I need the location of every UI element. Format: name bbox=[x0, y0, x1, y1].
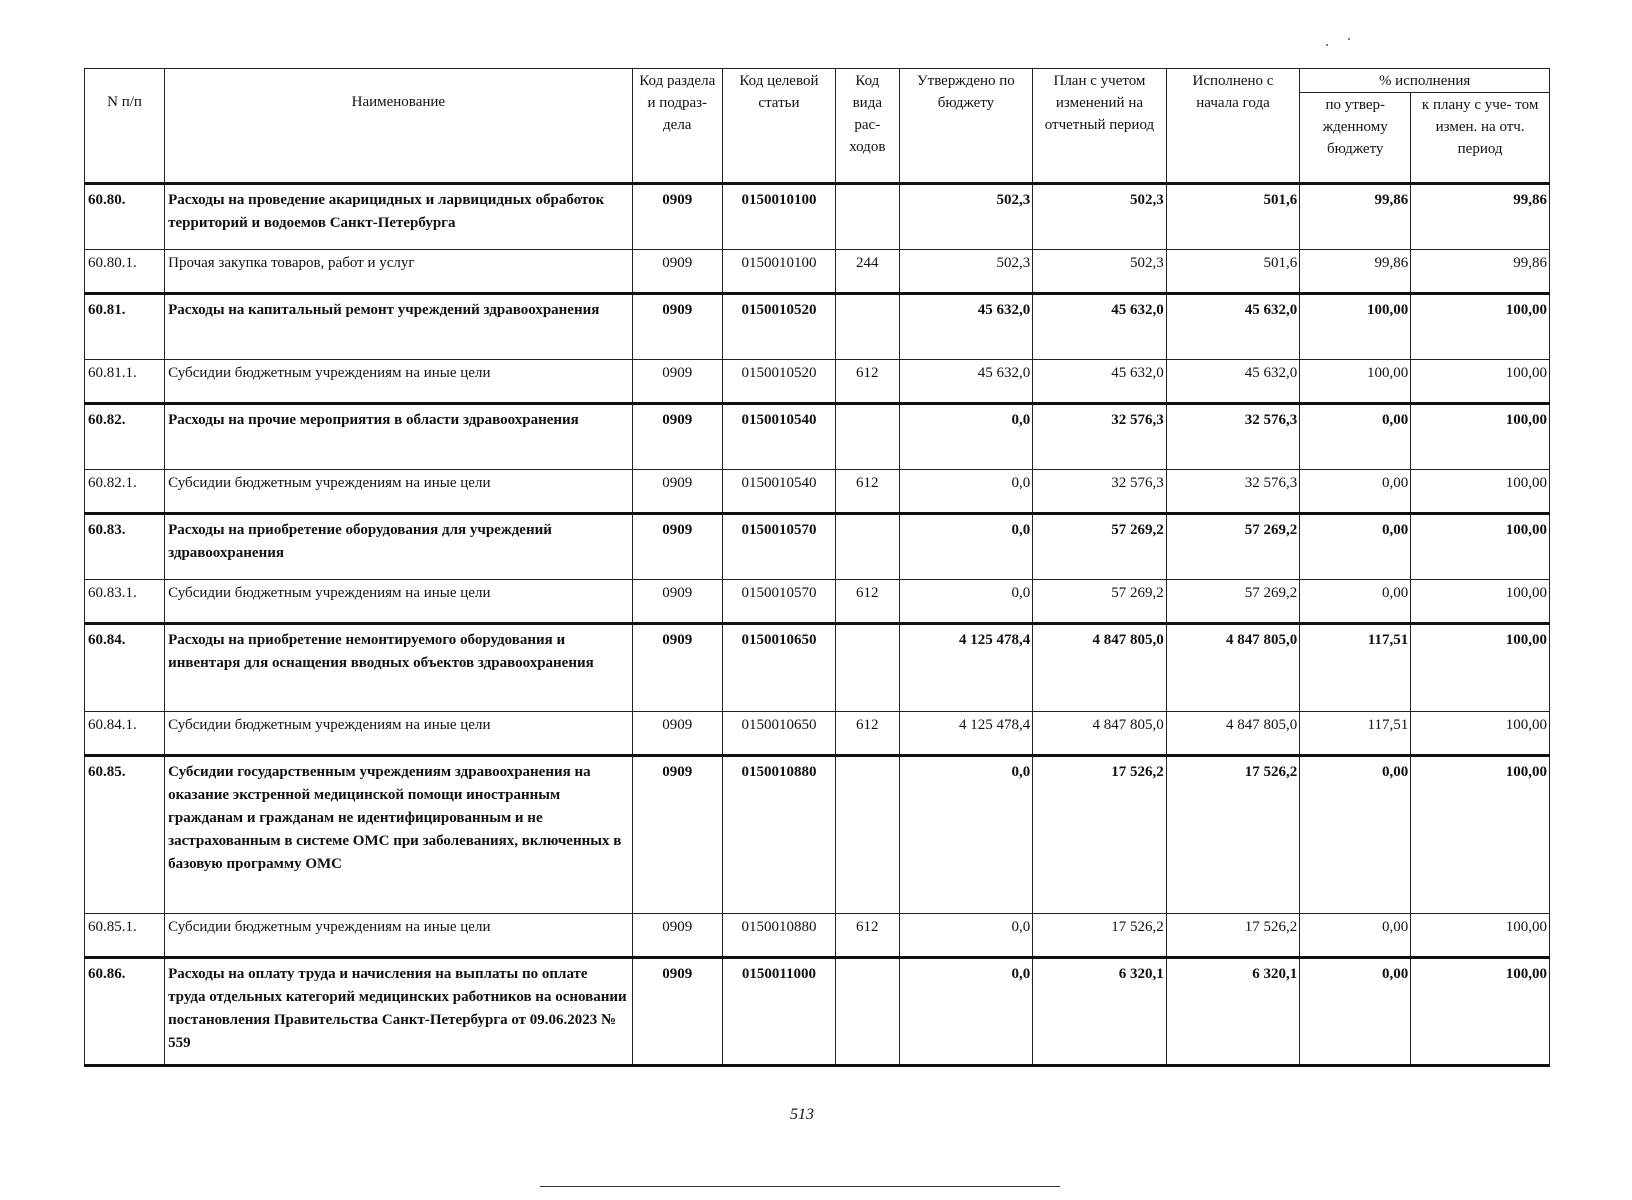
table-body bbox=[85, 184, 1550, 1066]
row-pct-plan: 100,00 bbox=[1411, 514, 1550, 580]
row-plan: 32 576,3 bbox=[1033, 404, 1167, 470]
row-name: Субсидии бюджетным учреждениям на иные цели bbox=[165, 360, 632, 404]
row-executed: 32 576,3 bbox=[1166, 470, 1300, 514]
row-expense-type bbox=[835, 294, 899, 360]
row-pct-plan: 100,00 bbox=[1411, 470, 1550, 514]
header-approved: Утверждено по бюджету bbox=[899, 69, 1033, 184]
row-expense-type: 612 bbox=[835, 712, 899, 756]
row-pct-plan: 100,00 bbox=[1411, 914, 1550, 958]
row-approved: 0,0 bbox=[899, 958, 1033, 1066]
row-number: 60.80.1. bbox=[85, 250, 165, 294]
row-pct-plan: 100,00 bbox=[1411, 404, 1550, 470]
row-plan: 4 847 805,0 bbox=[1033, 712, 1167, 756]
row-expense-type bbox=[835, 958, 899, 1066]
table-row bbox=[85, 580, 1550, 624]
table-row bbox=[85, 958, 1550, 1066]
row-number: 60.81. bbox=[85, 294, 165, 360]
table-row bbox=[85, 624, 1550, 712]
row-name: Расходы на приобретение немонтируемого оборудования и инвентаря для оснащения вводных объектов здравоохранения bbox=[165, 624, 632, 712]
row-name: Прочая закупка товаров, работ и услуг bbox=[165, 250, 632, 294]
row-pct-approved: 0,00 bbox=[1300, 914, 1411, 958]
table-row bbox=[85, 712, 1550, 756]
row-target-code: 0150010650 bbox=[722, 624, 835, 712]
row-executed: 6 320,1 bbox=[1166, 958, 1300, 1066]
row-target-code: 0150010520 bbox=[722, 360, 835, 404]
row-section-code: 0909 bbox=[632, 470, 722, 514]
table-row bbox=[85, 756, 1550, 914]
row-section-code: 0909 bbox=[632, 294, 722, 360]
budget-execution-sheet bbox=[84, 68, 1550, 1067]
row-plan: 502,3 bbox=[1033, 184, 1167, 250]
row-section-code: 0909 bbox=[632, 514, 722, 580]
scan-speck bbox=[1348, 38, 1350, 40]
row-approved: 0,0 bbox=[899, 580, 1033, 624]
row-plan: 57 269,2 bbox=[1033, 580, 1167, 624]
row-pct-approved: 0,00 bbox=[1300, 514, 1411, 580]
row-section-code: 0909 bbox=[632, 404, 722, 470]
row-number: 60.81.1. bbox=[85, 360, 165, 404]
row-expense-type bbox=[835, 404, 899, 470]
row-expense-type bbox=[835, 756, 899, 914]
row-expense-type: 612 bbox=[835, 360, 899, 404]
row-section-code: 0909 bbox=[632, 624, 722, 712]
row-number: 60.84.1. bbox=[85, 712, 165, 756]
budget-table bbox=[84, 68, 1550, 1067]
row-pct-plan: 100,00 bbox=[1411, 712, 1550, 756]
row-pct-plan: 100,00 bbox=[1411, 624, 1550, 712]
row-name: Расходы на приобретение оборудования для учреждений здравоохранения bbox=[165, 514, 632, 580]
header-plan: План с учетом изменений на отчетный период bbox=[1033, 69, 1167, 184]
scan-speck bbox=[1326, 44, 1328, 46]
row-number: 60.86. bbox=[85, 958, 165, 1066]
row-approved: 4 125 478,4 bbox=[899, 624, 1033, 712]
row-name: Расходы на прочие мероприятия в области здравоохранения bbox=[165, 404, 632, 470]
row-plan: 4 847 805,0 bbox=[1033, 624, 1167, 712]
row-pct-approved: 117,51 bbox=[1300, 624, 1411, 712]
row-number: 60.85. bbox=[85, 756, 165, 914]
table-row bbox=[85, 514, 1550, 580]
row-pct-approved: 0,00 bbox=[1300, 404, 1411, 470]
table-row bbox=[85, 404, 1550, 470]
row-target-code: 0150010520 bbox=[722, 294, 835, 360]
row-number: 60.85.1. bbox=[85, 914, 165, 958]
row-name: Субсидии бюджетным учреждениям на иные цели bbox=[165, 712, 632, 756]
row-pct-plan: 100,00 bbox=[1411, 580, 1550, 624]
row-approved: 0,0 bbox=[899, 756, 1033, 914]
row-approved: 45 632,0 bbox=[899, 294, 1033, 360]
table-row bbox=[85, 470, 1550, 514]
row-number: 60.82. bbox=[85, 404, 165, 470]
table-row bbox=[85, 914, 1550, 958]
row-target-code: 0150011000 bbox=[722, 958, 835, 1066]
header-target-code: Код целевой статьи bbox=[722, 69, 835, 184]
row-target-code: 0150010570 bbox=[722, 580, 835, 624]
footer-rule bbox=[540, 1186, 1060, 1187]
row-pct-approved: 99,86 bbox=[1300, 250, 1411, 294]
row-number: 60.83. bbox=[85, 514, 165, 580]
row-approved: 502,3 bbox=[899, 184, 1033, 250]
header-pct-plan: к плану с уче- том измен. на отч. период bbox=[1411, 93, 1550, 184]
row-plan: 502,3 bbox=[1033, 250, 1167, 294]
row-section-code: 0909 bbox=[632, 250, 722, 294]
row-name: Субсидии государственным учреждениям здравоохранения на оказание экстренной медицинской помощи иностранным гражданам и гражданам не идентифицированным и не застрахованным в системе ОМС при заболеваниях, включенных в базовую программу ОМС bbox=[165, 756, 632, 914]
row-expense-type bbox=[835, 624, 899, 712]
row-executed: 45 632,0 bbox=[1166, 360, 1300, 404]
row-pct-plan: 100,00 bbox=[1411, 360, 1550, 404]
table-row bbox=[85, 360, 1550, 404]
row-pct-approved: 0,00 bbox=[1300, 470, 1411, 514]
row-name: Расходы на проведение акарицидных и ларвицидных обработок территорий и водоемов Санкт-Петербурга bbox=[165, 184, 632, 250]
row-pct-approved: 99,86 bbox=[1300, 184, 1411, 250]
row-number: 60.83.1. bbox=[85, 580, 165, 624]
header-n: N п/п bbox=[85, 69, 165, 184]
row-target-code: 0150010100 bbox=[722, 184, 835, 250]
row-plan: 6 320,1 bbox=[1033, 958, 1167, 1066]
row-pct-plan: 99,86 bbox=[1411, 184, 1550, 250]
row-approved: 0,0 bbox=[899, 404, 1033, 470]
row-name: Субсидии бюджетным учреждениям на иные цели bbox=[165, 470, 632, 514]
row-expense-type: 612 bbox=[835, 470, 899, 514]
row-target-code: 0150010540 bbox=[722, 404, 835, 470]
row-executed: 57 269,2 bbox=[1166, 580, 1300, 624]
row-target-code: 0150010540 bbox=[722, 470, 835, 514]
row-expense-type bbox=[835, 514, 899, 580]
row-approved: 0,0 bbox=[899, 514, 1033, 580]
row-pct-approved: 0,00 bbox=[1300, 958, 1411, 1066]
row-executed: 32 576,3 bbox=[1166, 404, 1300, 470]
row-expense-type bbox=[835, 184, 899, 250]
row-section-code: 0909 bbox=[632, 360, 722, 404]
row-section-code: 0909 bbox=[632, 712, 722, 756]
header-executed: Исполнено с начала года bbox=[1166, 69, 1300, 184]
row-executed: 57 269,2 bbox=[1166, 514, 1300, 580]
row-target-code: 0150010650 bbox=[722, 712, 835, 756]
row-pct-plan: 100,00 bbox=[1411, 294, 1550, 360]
row-expense-type: 612 bbox=[835, 914, 899, 958]
row-pct-approved: 100,00 bbox=[1300, 360, 1411, 404]
row-approved: 0,0 bbox=[899, 470, 1033, 514]
row-pct-plan: 100,00 bbox=[1411, 958, 1550, 1066]
row-name: Расходы на капитальный ремонт учреждений здравоохранения bbox=[165, 294, 632, 360]
row-target-code: 0150010570 bbox=[722, 514, 835, 580]
row-approved: 0,0 bbox=[899, 914, 1033, 958]
row-target-code: 0150010100 bbox=[722, 250, 835, 294]
table-row bbox=[85, 184, 1550, 250]
row-plan: 17 526,2 bbox=[1033, 914, 1167, 958]
row-name: Расходы на оплату труда и начисления на выплаты по оплате труда отдельных категорий медицинских работников на основании постановления Правительства Санкт-Петербурга от 09.06.2023 № 559 bbox=[165, 958, 632, 1066]
row-number: 60.80. bbox=[85, 184, 165, 250]
row-pct-approved: 0,00 bbox=[1300, 756, 1411, 914]
row-section-code: 0909 bbox=[632, 914, 722, 958]
row-section-code: 0909 bbox=[632, 184, 722, 250]
row-plan: 45 632,0 bbox=[1033, 360, 1167, 404]
row-name: Субсидии бюджетным учреждениям на иные цели bbox=[165, 580, 632, 624]
row-executed: 17 526,2 bbox=[1166, 914, 1300, 958]
header-section-code: Код раздела и подраз- дела bbox=[632, 69, 722, 184]
row-plan: 45 632,0 bbox=[1033, 294, 1167, 360]
row-section-code: 0909 bbox=[632, 756, 722, 914]
header-expense-type: Код вида рас- ходов bbox=[835, 69, 899, 184]
table-row bbox=[85, 294, 1550, 360]
row-section-code: 0909 bbox=[632, 958, 722, 1066]
row-approved: 4 125 478,4 bbox=[899, 712, 1033, 756]
row-plan: 17 526,2 bbox=[1033, 756, 1167, 914]
row-pct-approved: 0,00 bbox=[1300, 580, 1411, 624]
header-percent-group: % исполнения bbox=[1300, 69, 1550, 93]
row-expense-type: 612 bbox=[835, 580, 899, 624]
row-plan: 32 576,3 bbox=[1033, 470, 1167, 514]
page-number: 513 bbox=[790, 1106, 814, 1123]
row-number: 60.84. bbox=[85, 624, 165, 712]
row-pct-approved: 117,51 bbox=[1300, 712, 1411, 756]
row-executed: 501,6 bbox=[1166, 250, 1300, 294]
row-number: 60.82.1. bbox=[85, 470, 165, 514]
row-executed: 501,6 bbox=[1166, 184, 1300, 250]
row-expense-type: 244 bbox=[835, 250, 899, 294]
row-executed: 4 847 805,0 bbox=[1166, 624, 1300, 712]
row-executed: 4 847 805,0 bbox=[1166, 712, 1300, 756]
row-target-code: 0150010880 bbox=[722, 914, 835, 958]
row-approved: 45 632,0 bbox=[899, 360, 1033, 404]
row-executed: 17 526,2 bbox=[1166, 756, 1300, 914]
row-section-code: 0909 bbox=[632, 580, 722, 624]
row-pct-approved: 100,00 bbox=[1300, 294, 1411, 360]
row-target-code: 0150010880 bbox=[722, 756, 835, 914]
row-executed: 45 632,0 bbox=[1166, 294, 1300, 360]
header-name: Наименование bbox=[165, 69, 632, 184]
row-pct-plan: 99,86 bbox=[1411, 250, 1550, 294]
row-approved: 502,3 bbox=[899, 250, 1033, 294]
row-pct-plan: 100,00 bbox=[1411, 756, 1550, 914]
header-pct-approved: по утвер- жденному бюджету bbox=[1300, 93, 1411, 184]
row-plan: 57 269,2 bbox=[1033, 514, 1167, 580]
table-row bbox=[85, 250, 1550, 294]
row-name: Субсидии бюджетным учреждениям на иные цели bbox=[165, 914, 632, 958]
